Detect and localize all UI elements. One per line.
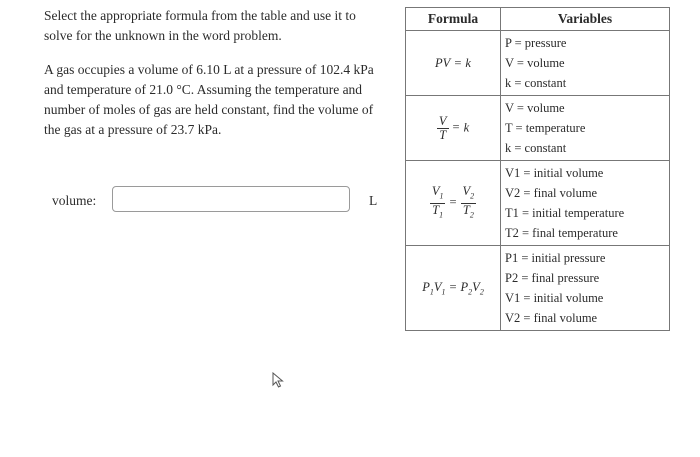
volume-label: volume:	[52, 193, 97, 208]
formula-charles-simple: $\frac{V}{T}$ = k	[406, 96, 501, 161]
variable-line: V2 = final volume	[505, 186, 598, 200]
problem-panel	[44, 6, 374, 140]
instructions-text: Select the appropriate formula from the table and use it to solve for the unknown in the word problem.	[44, 8, 356, 43]
variables-cell	[501, 31, 670, 96]
word-problem-text: A gas occupies a volume of 6.10 L at a pressure of 102.4 kPa and temperature of 21.0 °C. Assuming the temperature and number of moles of gas are held constant, find the volume of the gas at a pressure of 23.7 kPa.	[44, 62, 374, 137]
variable-line: V1 = initial volume	[505, 291, 604, 305]
formula-charles-law: $\frac{V_1}{T_1}$ = $\frac{V_2}{T_2}$	[406, 161, 501, 246]
variables-cell	[501, 161, 670, 246]
variable-line: T2 = final temperature	[505, 226, 618, 240]
formula-table	[405, 7, 670, 331]
variable-line: V1 = initial volume	[505, 166, 604, 180]
variable-line: k = constant	[505, 141, 567, 155]
table-row	[406, 246, 670, 331]
variables-header: Variables	[501, 8, 670, 31]
variable-line: V = volume	[505, 56, 565, 70]
formula-boyle-law: $P_1V_1 = P_2V_2$	[406, 246, 501, 331]
variables-cell	[501, 96, 670, 161]
variable-line: T1 = initial temperature	[505, 206, 625, 220]
variable-line: P = pressure	[505, 36, 567, 50]
variable-line: V = volume	[505, 101, 565, 115]
variables-cell	[501, 246, 670, 331]
table-row	[406, 31, 670, 96]
table-row	[406, 96, 670, 161]
variable-line: P1 = initial pressure	[505, 251, 606, 265]
table-row	[406, 161, 670, 246]
formula-boyle-simple: PV = k	[406, 31, 501, 96]
variable-line: T = temperature	[505, 121, 586, 135]
variable-line: k = constant	[505, 76, 567, 90]
mouse-pointer-icon	[272, 372, 286, 388]
variable-line: V2 = final volume	[505, 311, 598, 325]
table-header-row	[406, 8, 670, 31]
variable-line: P2 = final pressure	[505, 271, 600, 285]
formula-header: Formula	[406, 8, 501, 31]
unit-label: L	[369, 193, 378, 208]
volume-input[interactable]	[112, 186, 350, 212]
answer-row	[52, 186, 392, 216]
